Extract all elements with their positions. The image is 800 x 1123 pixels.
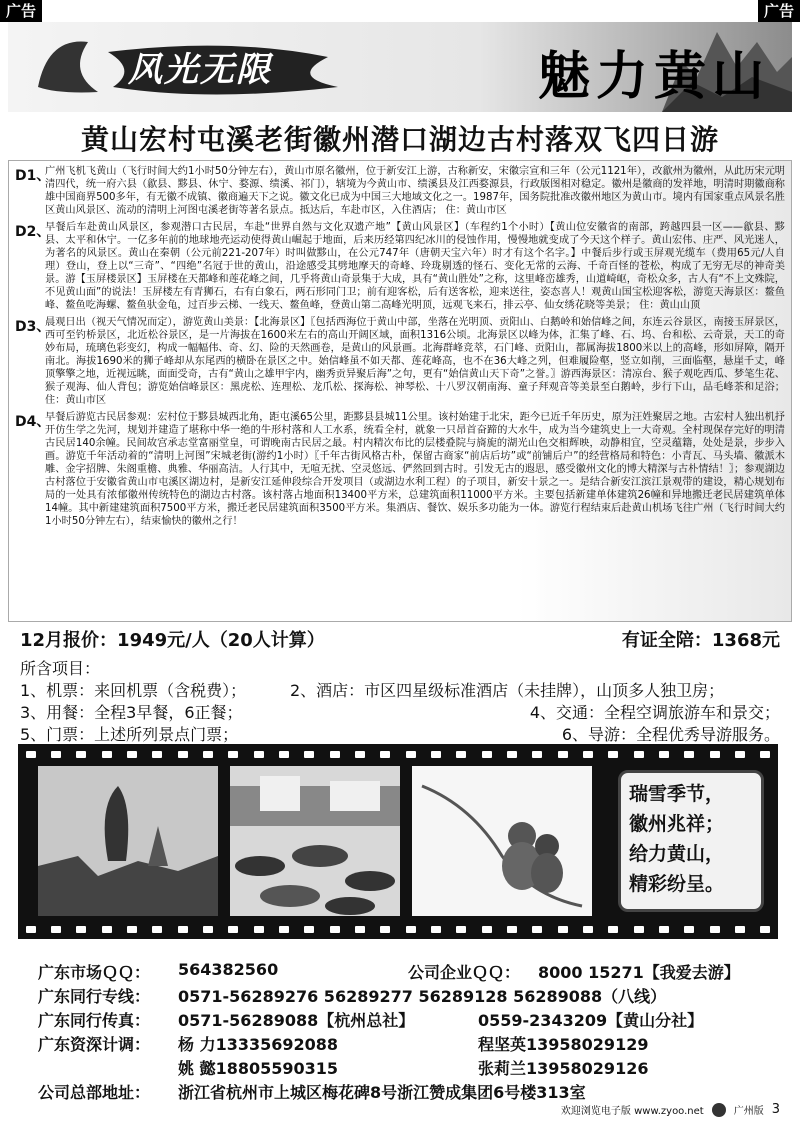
inclusion-item: 2、酒店：市区四星级标准酒店（未挂牌），山顶多人独卫房； — [290, 681, 725, 700]
corp-qq-number[interactable]: 8000 15271【我爱去游】 — [538, 963, 740, 982]
ad-tag-left: 广告 — [0, 0, 42, 22]
footer-edition: 广州版 — [733, 1106, 764, 1117]
slogan-line: 给力黄山， — [629, 843, 725, 865]
inclusions-title: 所含项目： — [20, 659, 101, 678]
header-banner — [8, 22, 792, 112]
contact-label: 广东同行传真： — [38, 1011, 151, 1030]
planner-contact[interactable]: 程坚英13958029129 — [478, 1035, 649, 1054]
qq-number[interactable]: 564382560 — [178, 960, 279, 979]
main-title: 魅力黄山 — [537, 46, 770, 107]
slogan-line: 精彩纷呈。 — [629, 873, 725, 895]
planner-contact[interactable]: 姚 懿18805590315 — [178, 1059, 339, 1078]
inclusion-item: 4、交通：全程空调旅游车和景交； — [529, 703, 780, 722]
contact-fax-row — [38, 1008, 778, 1032]
contact-address-row — [38, 1080, 778, 1104]
day-text: 早餐后游览古民居参观：宏村位于黟县城西北角，距屯溪65公里，距黟县县城11公里。该村始建于北宋，距今已近千年历史，原为汪姓聚居之地。古宏村人独出机抒开仿生学之先河，规划并建造了堪称中华一绝的牛形村落和人工水系，统看全村，就象一只昂首奋蹄的大水牛，成为当今建筑史上一大奇观。全村现保存完好的明清古民居140余幢。民间故宫承志堂富丽堂皇，可谓晚南古民居之最。村内精次布比的层楼叠院与旖旎的湖光山色交相辉映，动静相宜，空灵蕴籍，处处是景，步步入画。游览千年活动着的“清明上河图”宋城老街(游约1小时）〖千年古街风格古朴，保留古商家“前店后坊”或“前铺后户”的经营格局和特色：小青瓦、马头墙、徽派木雕、金字招牌、朱阁重檐、典雅、华丽高洁。人行其中，无喧无扰、空灵悠远、俨然回到古时。引发无古的遐思，感受徽州文化的博大精深与古朴情结！〗；参观湖边古村落位于安徽省黄山市屯溪区湖边村，是新安江延伸段综合开发项目（或湖边水利工程）的子项目，新安十景之一。是结合新安江滨江景观带的建设，精心规划布局的一处具有浓郁徽州传统特色的湖边古村落。该村落占地面积13400平方米，总建筑面积11000平方米。主要包括新建单体建筑26幢和异地搬迁老民居建筑单体14幢。其中新建建筑面积7500平方米，搬迁老民居建筑面积3500平方米。集酒店、餐饮、娱乐多功能为一体。游览行程结束后赴黄山机场飞往广州（飞行时间大约1小时50分钟左右），结束愉快的徽州之行！ — [45, 412, 785, 527]
contact-label: 广东市场ＱＱ： — [38, 963, 151, 982]
page-number: 3 — [771, 1102, 780, 1117]
contact-label: 广东资深计调： — [38, 1035, 151, 1054]
page-footer — [561, 1102, 780, 1117]
contact-line-row — [38, 984, 778, 1008]
contact-label: 公司总部地址： — [38, 1083, 151, 1102]
logo-text: 风光无限 — [128, 50, 272, 90]
film-perforations — [18, 923, 778, 935]
itinerary-day-4 — [15, 411, 785, 528]
slogan-box — [618, 770, 764, 912]
day-label: D4、 — [15, 414, 51, 430]
price-quote: 12月报价：1949元/人（20人计算） — [20, 630, 325, 651]
ad-tag-right: 广告 — [758, 0, 800, 22]
photo-monkeys-painting — [412, 766, 592, 916]
day-label: D3、 — [15, 319, 51, 335]
day-text: 早餐后车赴黄山风景区，参观潜口古民居，车赴“世界自然与文化双遗产地”【黄山风景区】（车程约1个小时）【黄山位安徽省的南部，跨越四县一区——歙县、黟县、太平和休宁。一亿多年前的地球地壳运动使得黄山崛起于地面，后来历经第四纪冰川的侵蚀作用，慢慢地就变成了今天这个样子。黄山宏伟、庄严、风光迷人，为著名的风景区。黄山在秦朝（公元前221-207年）时叫做黟山，在公元747年（唐朝天宝六年）时才有这个名字。】中餐后步行或玉屏观光缆车（费用65元/人自理）登山，登上以“三奇”、“四绝”名冠于世的黄山，沿途感受其劈地摩天的奇峰、玲珑剔透的怪石、变化无常的云海、千奇百怪的苍松，构成了无穷无尽的神奇美景。游【玉屏楼景区】玉屏楼在天都峰和莲花峰之间，几乎将黄山奇景集于大成，具有“黄山胜处”之称，这里峰峦雄秀，山道崎岖，奇松众多，古人有“不上文殊院，不见黄山面”的说法！玉屏楼左有青狮石，右有白象石，两石形同门卫；前有迎客松，后有送客松，迎来送往，姿态喜人！观黄山国宝松迎客松，游览天海景区：鳌鱼峰、鳌鱼吃海螺、鳌鱼驮金龟，过百步云梯、一线天、鳌鱼峰，登黄山第二高峰光明顶，远观飞来石，排云亭、仙女绣花晓等美景； 住：黄山山顶 — [45, 222, 785, 311]
brand-logo — [28, 32, 348, 102]
fax-hangzhou[interactable]: 0571-56289088【杭州总社】 — [178, 1011, 415, 1030]
planner-contact[interactable]: 杨 力13335692088 — [178, 1035, 339, 1054]
itinerary-day-1 — [15, 165, 785, 217]
photo-village-lotus — [230, 766, 400, 916]
contact-qq-row — [38, 960, 778, 984]
day-label: D2、 — [15, 224, 51, 240]
photo-filmstrip — [18, 744, 778, 939]
hq-address: 浙江省杭州市上城区梅花碑8号浙江赞成集团6号楼313室 — [178, 1083, 586, 1102]
inclusion-item: 6、导游：全程优秀导游服务。 — [561, 725, 780, 744]
itinerary-day-3 — [15, 316, 785, 407]
itinerary — [8, 160, 792, 622]
itinerary-day-2 — [15, 221, 785, 312]
fax-huangshan[interactable]: 0559-2343209【黄山分社】 — [478, 1011, 704, 1030]
contact-label: 公司企业ＱＱ： — [408, 963, 521, 982]
day-text: 广州飞机飞黄山（飞行时间大约1小时50分钟左右），黄山市原名徽州，位于新安江上游，古称新安，宋徽宗宣和三年（公元1121年），改歙州为徽州，从此历宋元明清四代，统一府六县（歙县、黟县、休宁、婺源、绩溪、祁门），辖境为今黄山市、绩溪县及江西婺源县，行政版图相对稳定。徽州是徽商的发祥地，明清时期徽商称雄中国商界500多年，有无徽不成镇、徽商遍天下之说。徽文化已成为中国三大地域文化之一。1987年，国务院批准改徽州地区为黄山市。境内有国家重点风景名胜区黄山风景区、流动的清明上河图屯溪老街等著名景点。抵达后，车赴市区，入住酒店； 住：黄山市区 — [45, 166, 785, 216]
film-perforations — [18, 748, 778, 760]
footer-website[interactable]: 欢迎浏览电子版 www.zyoo.net — [560, 1106, 704, 1117]
inclusion-row — [20, 700, 780, 722]
slogan-line: 瑞雪季节， — [629, 783, 725, 805]
contact-planner-row — [38, 1032, 778, 1056]
inclusion-row — [20, 678, 780, 700]
contact-label: 广东同行专线： — [38, 987, 151, 1006]
day-text: 晨观日出（视天气情况而定），游览黄山美景：【北海景区】〖包括西海位于黄山中部，坐落在光明顶、贡阳山、白鹅岭和始信峰之间，东连云谷景区，南接玉屏景区，西可至钓桥景区，北近松谷景区，是一片海拔在1600米左右的高山开阔区域，面积1316公顷。北海景区以峰为体，汇集了峰、石、坞、台和松、云奇景，天工的奇妙布局，琉璃色彩变幻，构成一幅幅伟、奇、幻、险的天然画卷，是黄山的风景画。北海群峰竞萃，石门峰、贡阳山，都属海拔1800米以上的高峰，形如屏障，隔开南北。海拔1690米的狮子峰却从东尾西的横卧在景区之中。始信峰虽不如天都、莲花峰高，也不在36大峰之列，但难履险壑，竖立如削，三面临壑，悬崖千丈，峰顶擎擎之地，近视远眺，面面受奇，古有“黄山之雄甲宇内，幽秀贡异聚后海”之句，更有“始信黄山天下奇”之誉。〗游西海景区：清凉台、猴子观吃西瓜、梦笔生花、猴子观海、仙人背包；游览始信峰景区：黑虎松、连理松、龙爪松、探海松、神琴松、十八罗汉朝南海、童子拜观音等美景至白鹅岭，步行下山，品毛峰茶和足浴； 住：黄山市区 — [45, 317, 785, 406]
inclusion-row — [20, 722, 780, 744]
day-label: D1、 — [15, 168, 51, 184]
inclusion-item: 5、门票：上述所列景点门票； — [20, 725, 239, 744]
photo-huangshan-rock — [38, 766, 218, 916]
guide-price: 有证全陪：1368元 — [621, 630, 780, 651]
price-row — [20, 626, 780, 652]
contact-info — [38, 960, 778, 1104]
logo-circle-icon — [712, 1103, 726, 1117]
inclusion-item: 3、用餐：全程3早餐，6正餐； — [20, 703, 243, 722]
contact-planner-row — [38, 1056, 778, 1080]
route-title: 黄山宏村屯溪老街徽州潜口湖边古村落双飞四日游 — [80, 123, 719, 156]
slogan-line: 徽州兆祥； — [629, 813, 725, 835]
planner-contact[interactable]: 张莉兰13958029126 — [478, 1059, 649, 1078]
phone-lines[interactable]: 0571-56289276 56289277 56289128 56289088（八线） — [178, 987, 667, 1006]
inclusion-item: 1、机票：来回机票（含税费）； — [20, 681, 247, 700]
